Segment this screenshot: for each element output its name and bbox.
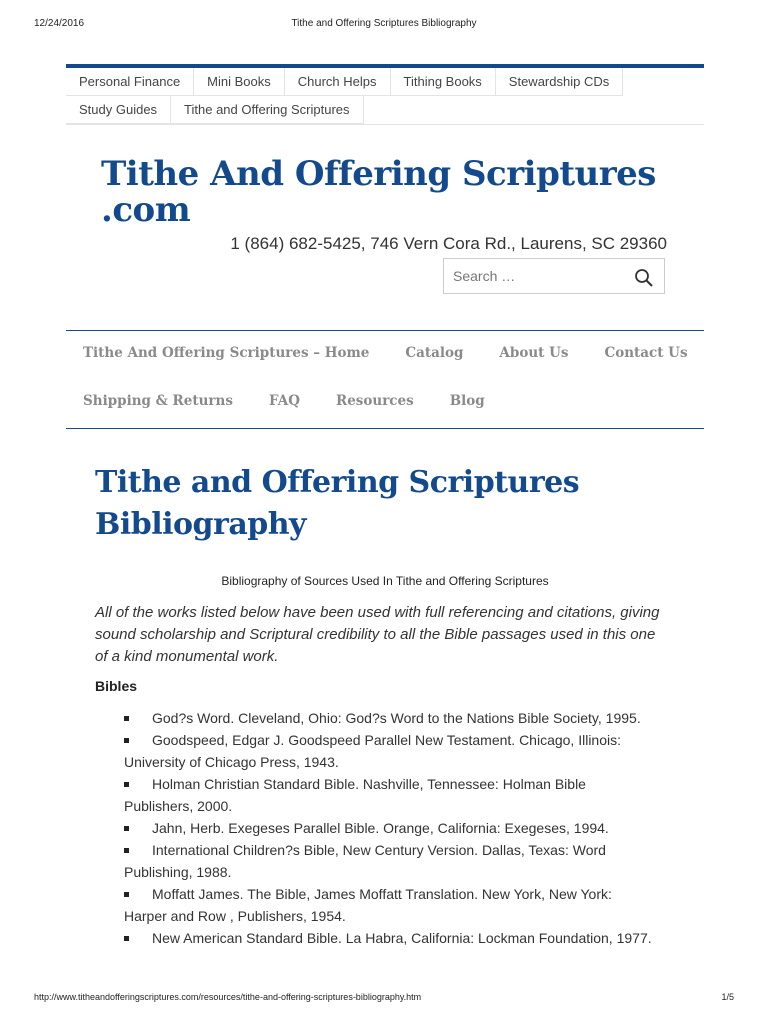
main-nav-row [66, 393, 704, 409]
list-item [124, 817, 655, 839]
search-input[interactable] [444, 259, 633, 293]
article-intro: All of the works listed below have been used with full referencing and citations, giving sound scholarship and Scriptural credibility to all the Bible passages used in this one of a kind monumental work. [95, 604, 660, 665]
bullet-icon [124, 782, 129, 787]
print-title: Tithe and Offering Scriptures Bibliography [291, 18, 477, 29]
bibliography-entry: New American Standard Bible. La Habra, California: Lockman Foundation, 1977. [152, 930, 652, 946]
bullet-icon [124, 738, 129, 743]
nav-item-home[interactable]: Tithe And Offering Scriptures – Home [83, 345, 370, 361]
print-date: 12/24/2016 [34, 18, 85, 29]
nav-item-contact-us[interactable]: Contact Us [604, 345, 688, 361]
main-nav [66, 330, 704, 429]
site-title[interactable]: Tithe And Offering Scriptures .com [101, 154, 656, 230]
bibliography-entry: Moffatt James. The Bible, James Moffatt Translation. New York, New York: Harper and Row , Publishers, 1954. [124, 886, 612, 924]
top-nav-item-study-guides[interactable]: Study Guides [66, 96, 171, 124]
bullet-icon [124, 936, 129, 941]
print-header [34, 18, 734, 32]
article [95, 462, 675, 949]
section-heading: Bibles [95, 678, 138, 694]
bibliography-list [95, 707, 655, 949]
bullet-icon [124, 716, 129, 721]
top-nav-item-tithing-books[interactable]: Tithing Books [391, 68, 496, 96]
bibliography-entry: International Children?s Bible, New Century Version. Dallas, Texas: Word Publishing, 1988. [124, 842, 606, 880]
nav-item-faq[interactable]: FAQ [268, 393, 300, 409]
main-nav-row [66, 345, 704, 361]
page-number: 1/5 [721, 992, 734, 1002]
top-nav-item-personal-finance[interactable]: Personal Finance [66, 68, 194, 96]
print-footer [34, 992, 734, 1004]
top-nav-item-tithe-offering-scriptures[interactable]: Tithe and Offering Scriptures [171, 96, 363, 124]
print-url: http://www.titheandofferingscriptures.com/resources/tithe-and-offering-scriptures-bibliography.htm [34, 992, 422, 1002]
top-nav-item-stewardship-cds[interactable]: Stewardship CDs [496, 68, 623, 96]
nav-item-blog[interactable]: Blog [449, 393, 485, 409]
list-item [124, 773, 655, 817]
search-icon[interactable] [634, 268, 654, 288]
list-item [124, 707, 655, 729]
bibliography-entry: Jahn, Herb. Exegeses Parallel Bible. Orange, California: Exegeses, 1994. [152, 820, 609, 836]
list-item [124, 729, 655, 773]
bullet-icon [124, 892, 129, 897]
top-nav-item-church-helps[interactable]: Church Helps [285, 68, 391, 96]
list-item [124, 927, 655, 949]
article-subheading: Bibliography of Sources Used In Tithe and Offering Scriptures [221, 574, 549, 588]
bibliography-entry: Goodspeed, Edgar J. Goodspeed Parallel New Testament. Chicago, Illinois: University of Chicago Press, 1943. [124, 732, 622, 770]
page-title: Tithe and Offering Scriptures Bibliography [95, 465, 580, 542]
list-item [124, 839, 655, 883]
search-form [443, 258, 665, 294]
top-nav-item-mini-books[interactable]: Mini Books [194, 68, 285, 96]
nav-item-about-us[interactable]: About Us [499, 345, 569, 361]
bullet-icon [124, 848, 129, 853]
nav-item-resources[interactable]: Resources [335, 393, 414, 409]
nav-item-shipping-returns[interactable]: Shipping & Returns [83, 393, 233, 409]
top-nav [66, 64, 704, 125]
bullet-icon [124, 826, 129, 831]
bibliography-entry: Holman Christian Standard Bible. Nashville, Tennessee: Holman Bible Publishers, 2000. [124, 776, 586, 814]
list-item [124, 883, 655, 927]
bibliography-entry: God?s Word. Cleveland, Ohio: God?s Word to the Nations Bible Society, 1995. [152, 710, 641, 726]
nav-item-catalog[interactable]: Catalog [405, 345, 464, 361]
contact-info: 1 (864) 682-5425, 746 Vern Cora Rd., Laurens, SC 29360 [230, 234, 667, 253]
